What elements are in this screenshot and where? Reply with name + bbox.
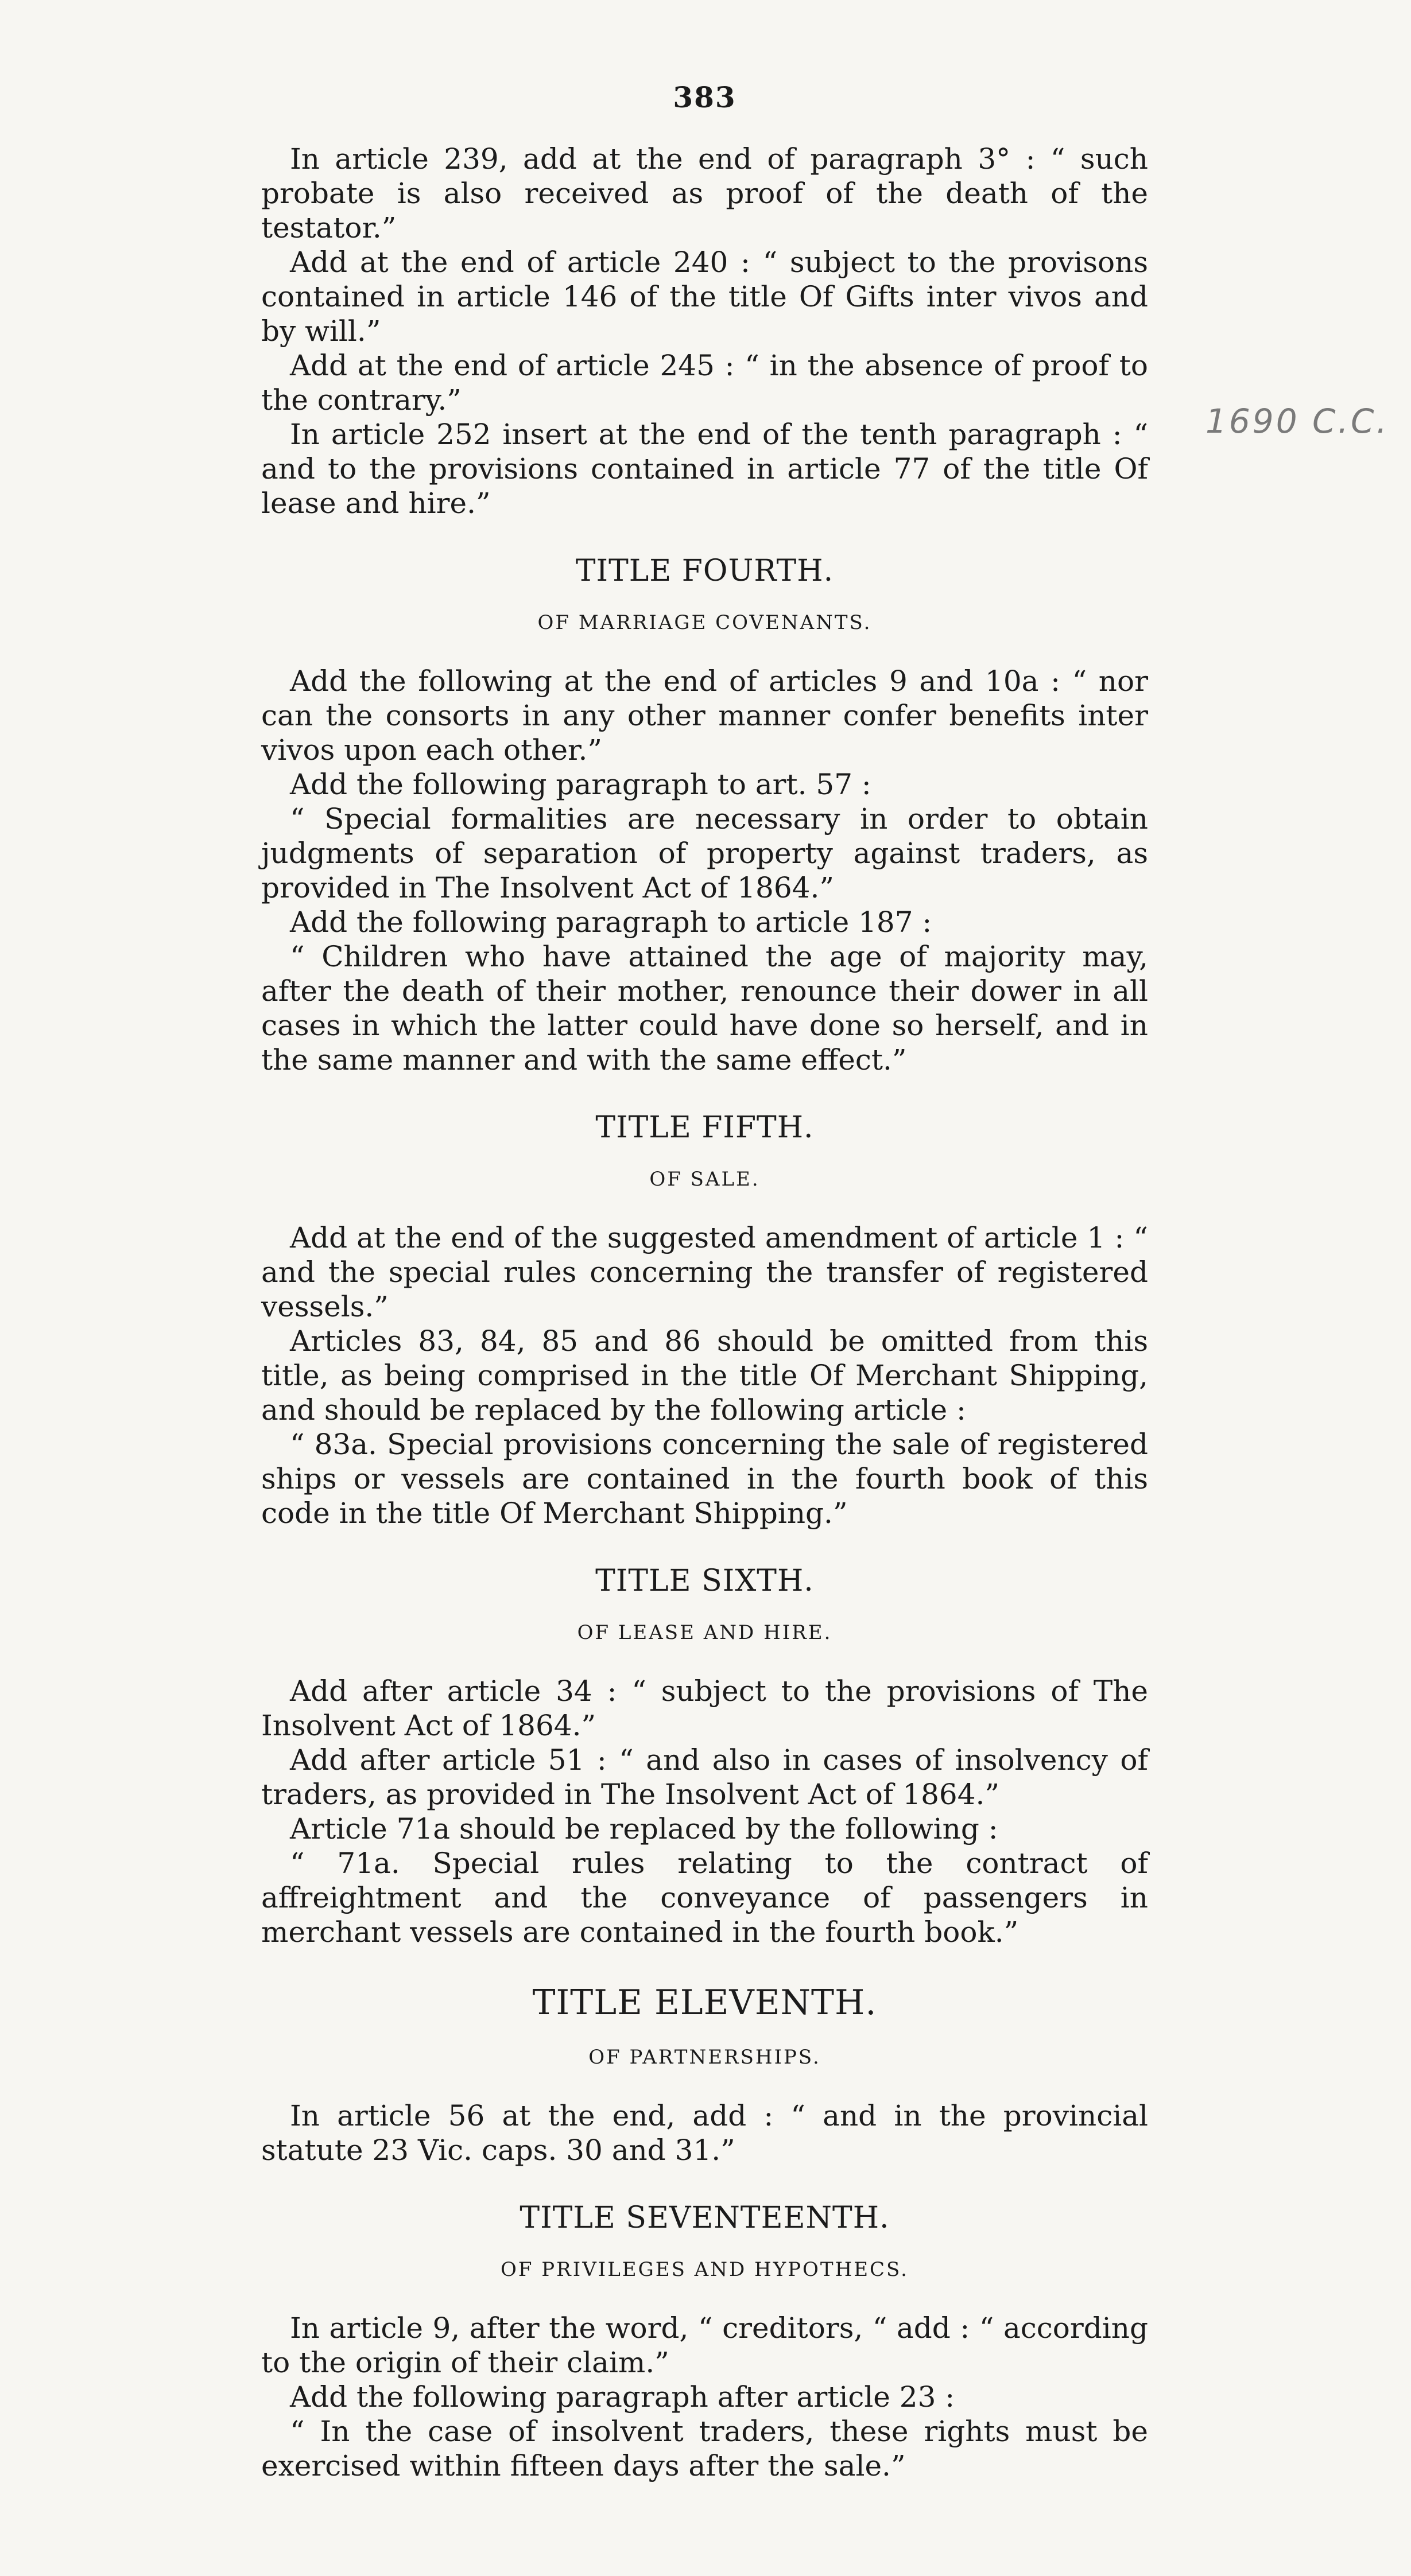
section-paragraph: Article 71a should be replaced by the following :	[290, 1812, 998, 1845]
intro-paragraph: Add at the end of article 240 : “ subject to the provisons contained in article 146 of the title Of Gifts inter vivos and by will.”	[261, 246, 1148, 348]
handwritten-margin-note: 1690 C.C.	[1205, 402, 1389, 441]
page-number: 383	[673, 80, 736, 114]
section-paragraph: Add the following paragraph to article 187 :	[290, 906, 932, 939]
section-title-fourth	[261, 554, 1148, 1077]
section-paragraph: “ Special formalities are necessary in order to obtain judgments of separation of property against traders, as provided in The Insolvent Act of 1864.”	[261, 802, 1148, 904]
section-subtitle: OF MARRIAGE COVENANTS.	[537, 611, 872, 634]
section-title-sixth	[261, 1564, 1148, 1949]
section-subtitle: OF SALE.	[649, 1168, 760, 1191]
section-subtitle: OF PARTNERSHIPS.	[588, 2046, 821, 2069]
intro-block	[261, 142, 1148, 520]
section-title: TITLE FOURTH.	[575, 554, 834, 588]
section-paragraph: Add at the end of the suggested amendment of article 1 : “ and the special rules concerning the transfer of registered vessels.”	[261, 1221, 1148, 1323]
section-title-seventeenth	[261, 2201, 1148, 2483]
section-title-eleventh	[261, 1983, 1148, 2167]
section-title: TITLE SEVENTEENTH.	[520, 2201, 890, 2235]
section-title-fifth	[261, 1110, 1148, 1530]
section-paragraph: Add the following paragraph to art. 57 :	[290, 768, 871, 801]
section-paragraph: “ 83a. Special provisions concerning the sale of registered ships or vessels are contained in the fourth book of this code in the title Of Merchant Shipping.”	[261, 1428, 1148, 1530]
section-paragraph: Add the following paragraph after article 23 :	[290, 2380, 955, 2414]
section-title: TITLE ELEVENTH.	[532, 1983, 877, 2023]
document-page	[261, 80, 1148, 2483]
section-paragraph: “ Children who have attained the age of majority may, after the death of their mother, renounce their dower in all cases in which the latter could have done so herself, and in the same manner and with the same effect.”	[261, 940, 1148, 1077]
section-subtitle: OF LEASE AND HIRE.	[577, 1621, 832, 1644]
intro-paragraph: Add at the end of article 245 : “ in the absence of proof to the contrary.”	[261, 349, 1148, 417]
intro-paragraph: In article 239, add at the end of paragraph 3° : “ such probate is also received as proof of the death of the testator.”	[261, 142, 1148, 244]
intro-paragraph: In article 252 insert at the end of the tenth paragraph : “ and to the provisions contained in article 77 of the title Of lease and hire.”	[261, 418, 1148, 520]
section-paragraph: Add after article 34 : “ subject to the provisions of The Insolvent Act of 1864.”	[261, 1674, 1148, 1742]
section-title: TITLE FIFTH.	[595, 1110, 814, 1145]
section-paragraph: In article 56 at the end, add : “ and in the provincial statute 23 Vic. caps. 30 and 31.”	[261, 2099, 1148, 2167]
section-title: TITLE SIXTH.	[595, 1564, 814, 1598]
section-paragraph: Articles 83, 84, 85 and 86 should be omitted from this title, as being comprised in the title Of Merchant Shipping, and should be replaced by the following article :	[261, 1324, 1148, 1427]
section-paragraph: Add after article 51 : “ and also in cases of insolvency of traders, as provided in The Insolvent Act of 1864.”	[261, 1743, 1148, 1811]
section-paragraph: In article 9, after the word, “ creditors, “ add : “ according to the origin of their claim.”	[261, 2311, 1148, 2379]
section-paragraph: Add the following at the end of articles 9 and 10a : “ nor can the consorts in any other manner confer benefits inter vivos upon each other.”	[261, 665, 1148, 767]
section-paragraph: “ 71a. Special rules relating to the contract of affreightment and the conveyance of passengers in merchant vessels are contained in the fourth book.”	[261, 1847, 1148, 1949]
section-paragraph: “ In the case of insolvent traders, these rights must be exercised within fifteen days after the sale.”	[261, 2415, 1148, 2482]
section-subtitle: OF PRIVILEGES AND HYPOTHECS.	[501, 2258, 909, 2281]
